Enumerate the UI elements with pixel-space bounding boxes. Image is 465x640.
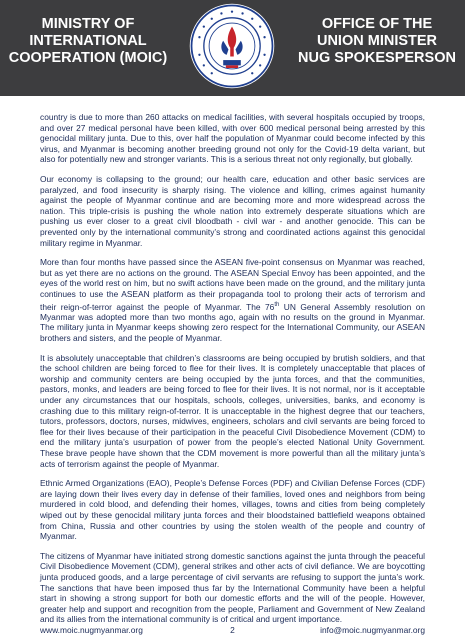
letterhead-banner bbox=[0, 0, 465, 96]
footer-website-link[interactable]: www.moic.nugmyanmar.org bbox=[40, 625, 143, 635]
ministry-title: MINISTRY OF INTERNATIONAL COOPERATION (MOIC) bbox=[8, 16, 168, 66]
paragraph: More than four months have passed since the ASEAN five-point consensus on Myanmar was reached, but as yet there are no actions on the ground. The ASEAN Special Envoy has been appointed, and the eyes of the world rest on him, but no swift actions have been made on the ground, and the military junta continues to use the ASEAN platform as their propaganda tool to prolong their acts of terrorism and their reign-of-terror against the people of Myanmar. The 76th UN General Assembly resolution on Myanmar was adopted more than two months ago, again with no results on the ground in Myanmar. The military junta in Myanmar keeps showing zero respect for the International Community, our ASEAN brothers and sisters, and the people of Myanmar. bbox=[40, 257, 426, 344]
office-title: OFFICE OF THE UNION MINISTER NUG SPOKESPERSON bbox=[298, 16, 456, 66]
footer-email-link[interactable]: info@moic.nugmyanmar.org bbox=[320, 625, 425, 635]
letter-body bbox=[40, 112, 425, 634]
paragraph: It is absolutely unacceptable that children’s classrooms are being occupied by brutish soldiers, and that the school children are being forced to flee for their lives. It is completely unacceptable that places of worship and community centers are being occupied by the junta forces, and that the communities, pastors, monks, and leaders are being forced to flee for their lives. It is not normal, nor is it acceptable under any circumstances that our hospitals, schools, colleges, universities, banks, and economy is crashing due to this military reign-of-terror. It is unacceptable in the highest degree that our teachers, tutors, professors, doctors, nurses, midwives, engineers, scholars and civil servants are being forced to flee for their lives because of their participation in the peaceful Civil Disobedience Movement (CDM) to end the military junta’s usurpation of power from the people’s elected National Unity Government. These brave people have shown that the CDM movement is more powerful than all the military junta’s acts of terrorism against the people of Myanmar. bbox=[40, 352, 425, 469]
paragraph: Ethnic Armed Organizations (EAO), People’s Defense Forces (PDF) and Civilian Defense Forces (CDF) are laying down their lives every day in defense of their families, loved ones and neighbors from being murdered in cold blood, and defending their homes, villages, towns and cities from being completely wiped out by these genocidal military junta forces and their bloodstained battlefield weapons obtained from China, Russia and other countries by using the stolen wealth of the people and country of Myanmar. bbox=[40, 478, 425, 542]
page-number: 2 bbox=[230, 625, 235, 635]
paragraph: Our economy is collapsing to the ground; our health care, education and other basic services are paralyzed, and food insecurity is sharply rising. The violence and killing, crimes against humanity against the people of Myanmar continue and are becoming more and more widespread across the nation. This triple-crisis is pushing the whole nation into extremely desperate situations which are pushing us ever closer to a great civil bloodbath - civil war - and another genocide. This can be prevented only by the international community’s strong and coordinated actions against this genocidal military regime in Myanmar. bbox=[40, 173, 425, 248]
paragraph: country is due to more than 260 attacks on medical facilities, with several hospitals occupied by troops, and over 27 medical personal have been killed, with over 600 medical personal being arrested by this genocidal military junta. Due to this, over half the population of Myanmar could become infected by this virus, and Myanmar is becoming another breeding ground not only for the Covid-19 delta variant, but also for potentially new and stronger variants. This is a serious threat not only regionally, but globally. bbox=[40, 112, 425, 165]
paragraph: The citizens of Myanmar have initiated strong domestic sanctions against the junta through the peaceful Civil Disobedience Movement (CDM), general strikes and other acts of civil defiance. We are boycotting junta produced goods, and a large percentage of civil servants are refusing to support the junta’s work. The sanctions that have been imposed thus far by the International Community have been a helpful start in showing a strong support for both our domestic efforts and the will of the people. However, greater help and support and recognition from the people, Parliament and Government of New Zealand and its allies from the international community is of critical and urgent importance. bbox=[40, 550, 425, 625]
page-footer bbox=[40, 625, 425, 637]
ministry-seal-icon bbox=[188, 2, 276, 90]
